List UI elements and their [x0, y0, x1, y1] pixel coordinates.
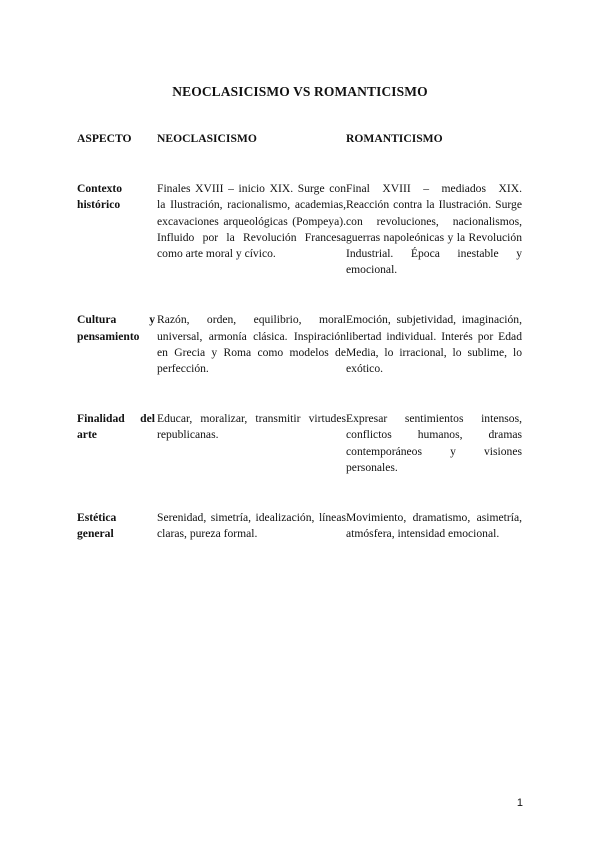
table-row — [77, 411, 522, 510]
page-number: 1 — [516, 797, 523, 809]
aspect-cell: Finalidad del arte — [77, 412, 155, 442]
table-row — [77, 510, 522, 576]
romanticismo-cell: Emoción, subjetividad, imaginación, libertad individual. Interés por Edad Media, lo irracional, lo sublime, lo exótico. — [346, 313, 522, 376]
table-header-row — [77, 131, 522, 181]
romanticismo-cell: Movimiento, dramatismo, asimetría, atmósfera, intensidad emocional. — [346, 511, 522, 541]
neoclasicismo-cell: Serenidad, simetría, idealización, líneas claras, pureza formal. — [157, 511, 346, 541]
aspect-cell: Estética general — [77, 511, 117, 541]
header-aspect: ASPECTO — [77, 132, 132, 145]
table-row — [77, 312, 522, 411]
aspect-cell: Cultura y pensamiento — [77, 313, 155, 343]
romanticismo-cell: Final XVIII – mediados XIX. Reacción contra la Ilustración. Surge con revoluciones, nacionalismos, guerras napoleónicas y la Revolución Industrial. Época inestable y emocional. — [346, 182, 522, 277]
neoclasicismo-cell: Razón, orden, equilibrio, moral universal, armonía clásica. Inspiración en Grecia y Roma como modelos de perfección. — [157, 313, 346, 376]
neoclasicismo-cell: Educar, moralizar, transmitir virtudes republicanas. — [157, 412, 346, 442]
romanticismo-cell: Expresar sentimientos intensos, conflictos humanos, dramas contemporáneos y visiones personales. — [346, 412, 522, 474]
page-title: NEOCLASICISMO VS ROMANTICISMO — [172, 84, 428, 99]
header-romanticismo: ROMANTICISMO — [346, 132, 443, 145]
table-row — [77, 181, 522, 312]
aspect-cell: Contexto histórico — [77, 182, 123, 212]
header-neoclasicismo: NEOCLASICISMO — [157, 132, 257, 145]
neoclasicismo-cell: Finales XVIII – inicio XIX. Surge con la Ilustración, racionalismo, academias, excavaciones arqueológicas (Pompeya). Influido por la Revolución Francesa como arte moral y cívico. — [157, 182, 346, 261]
comparison-table — [77, 131, 522, 576]
